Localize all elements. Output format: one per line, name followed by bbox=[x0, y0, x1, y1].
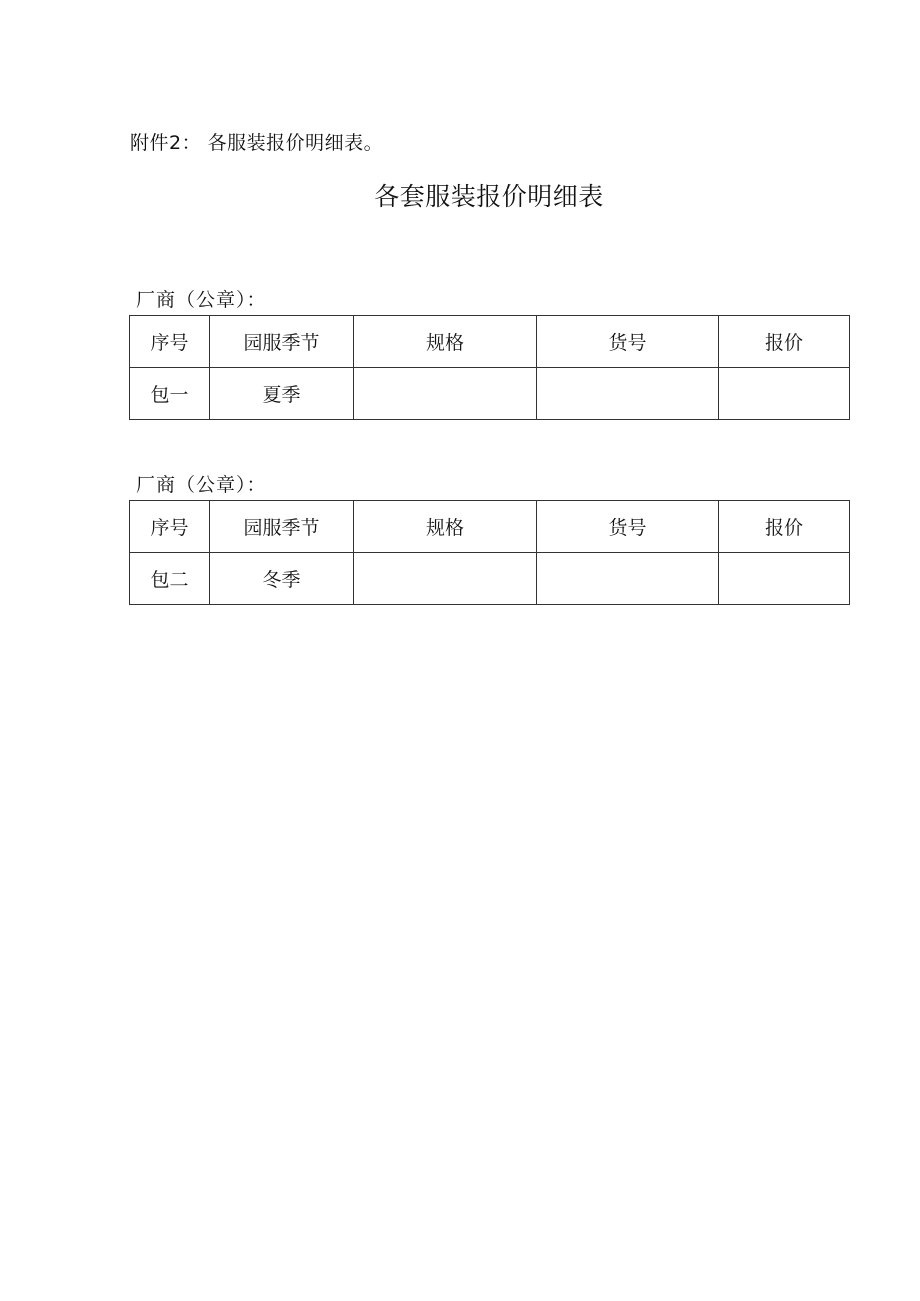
cell-quote[interactable] bbox=[719, 553, 850, 605]
vendor-seal-label: 厂商（公章）： bbox=[136, 289, 267, 311]
header-quote: 报价 bbox=[719, 501, 850, 553]
cell-quote[interactable] bbox=[719, 368, 850, 420]
cell-item-number[interactable] bbox=[537, 553, 719, 605]
attachment-note: 附件2： 各服装报价明细表。 bbox=[130, 132, 384, 154]
header-item-number: 货号 bbox=[537, 501, 719, 553]
cell-specification[interactable] bbox=[354, 553, 537, 605]
header-specification: 规格 bbox=[354, 501, 537, 553]
table-header-row bbox=[130, 501, 850, 553]
cell-uniform-season: 冬季 bbox=[210, 553, 354, 605]
cell-item-number[interactable] bbox=[537, 368, 719, 420]
header-quote: 报价 bbox=[719, 316, 850, 368]
table-header-row bbox=[130, 316, 850, 368]
cell-serial-number: 包二 bbox=[130, 553, 210, 605]
header-specification: 规格 bbox=[354, 316, 537, 368]
cell-serial-number: 包一 bbox=[130, 368, 210, 420]
document-title: 各套服装报价明细表 bbox=[374, 182, 604, 211]
table-row bbox=[130, 553, 850, 605]
header-item-number: 货号 bbox=[537, 316, 719, 368]
table-row bbox=[130, 368, 850, 420]
vendor-seal-label: 厂商（公章）： bbox=[136, 474, 267, 496]
cell-specification[interactable] bbox=[354, 368, 537, 420]
quote-table-winter bbox=[129, 500, 850, 605]
quote-table-summer bbox=[129, 315, 850, 420]
header-uniform-season: 园服季节 bbox=[210, 501, 354, 553]
header-serial-number: 序号 bbox=[130, 316, 210, 368]
cell-uniform-season: 夏季 bbox=[210, 368, 354, 420]
header-uniform-season: 园服季节 bbox=[210, 316, 354, 368]
header-serial-number: 序号 bbox=[130, 501, 210, 553]
